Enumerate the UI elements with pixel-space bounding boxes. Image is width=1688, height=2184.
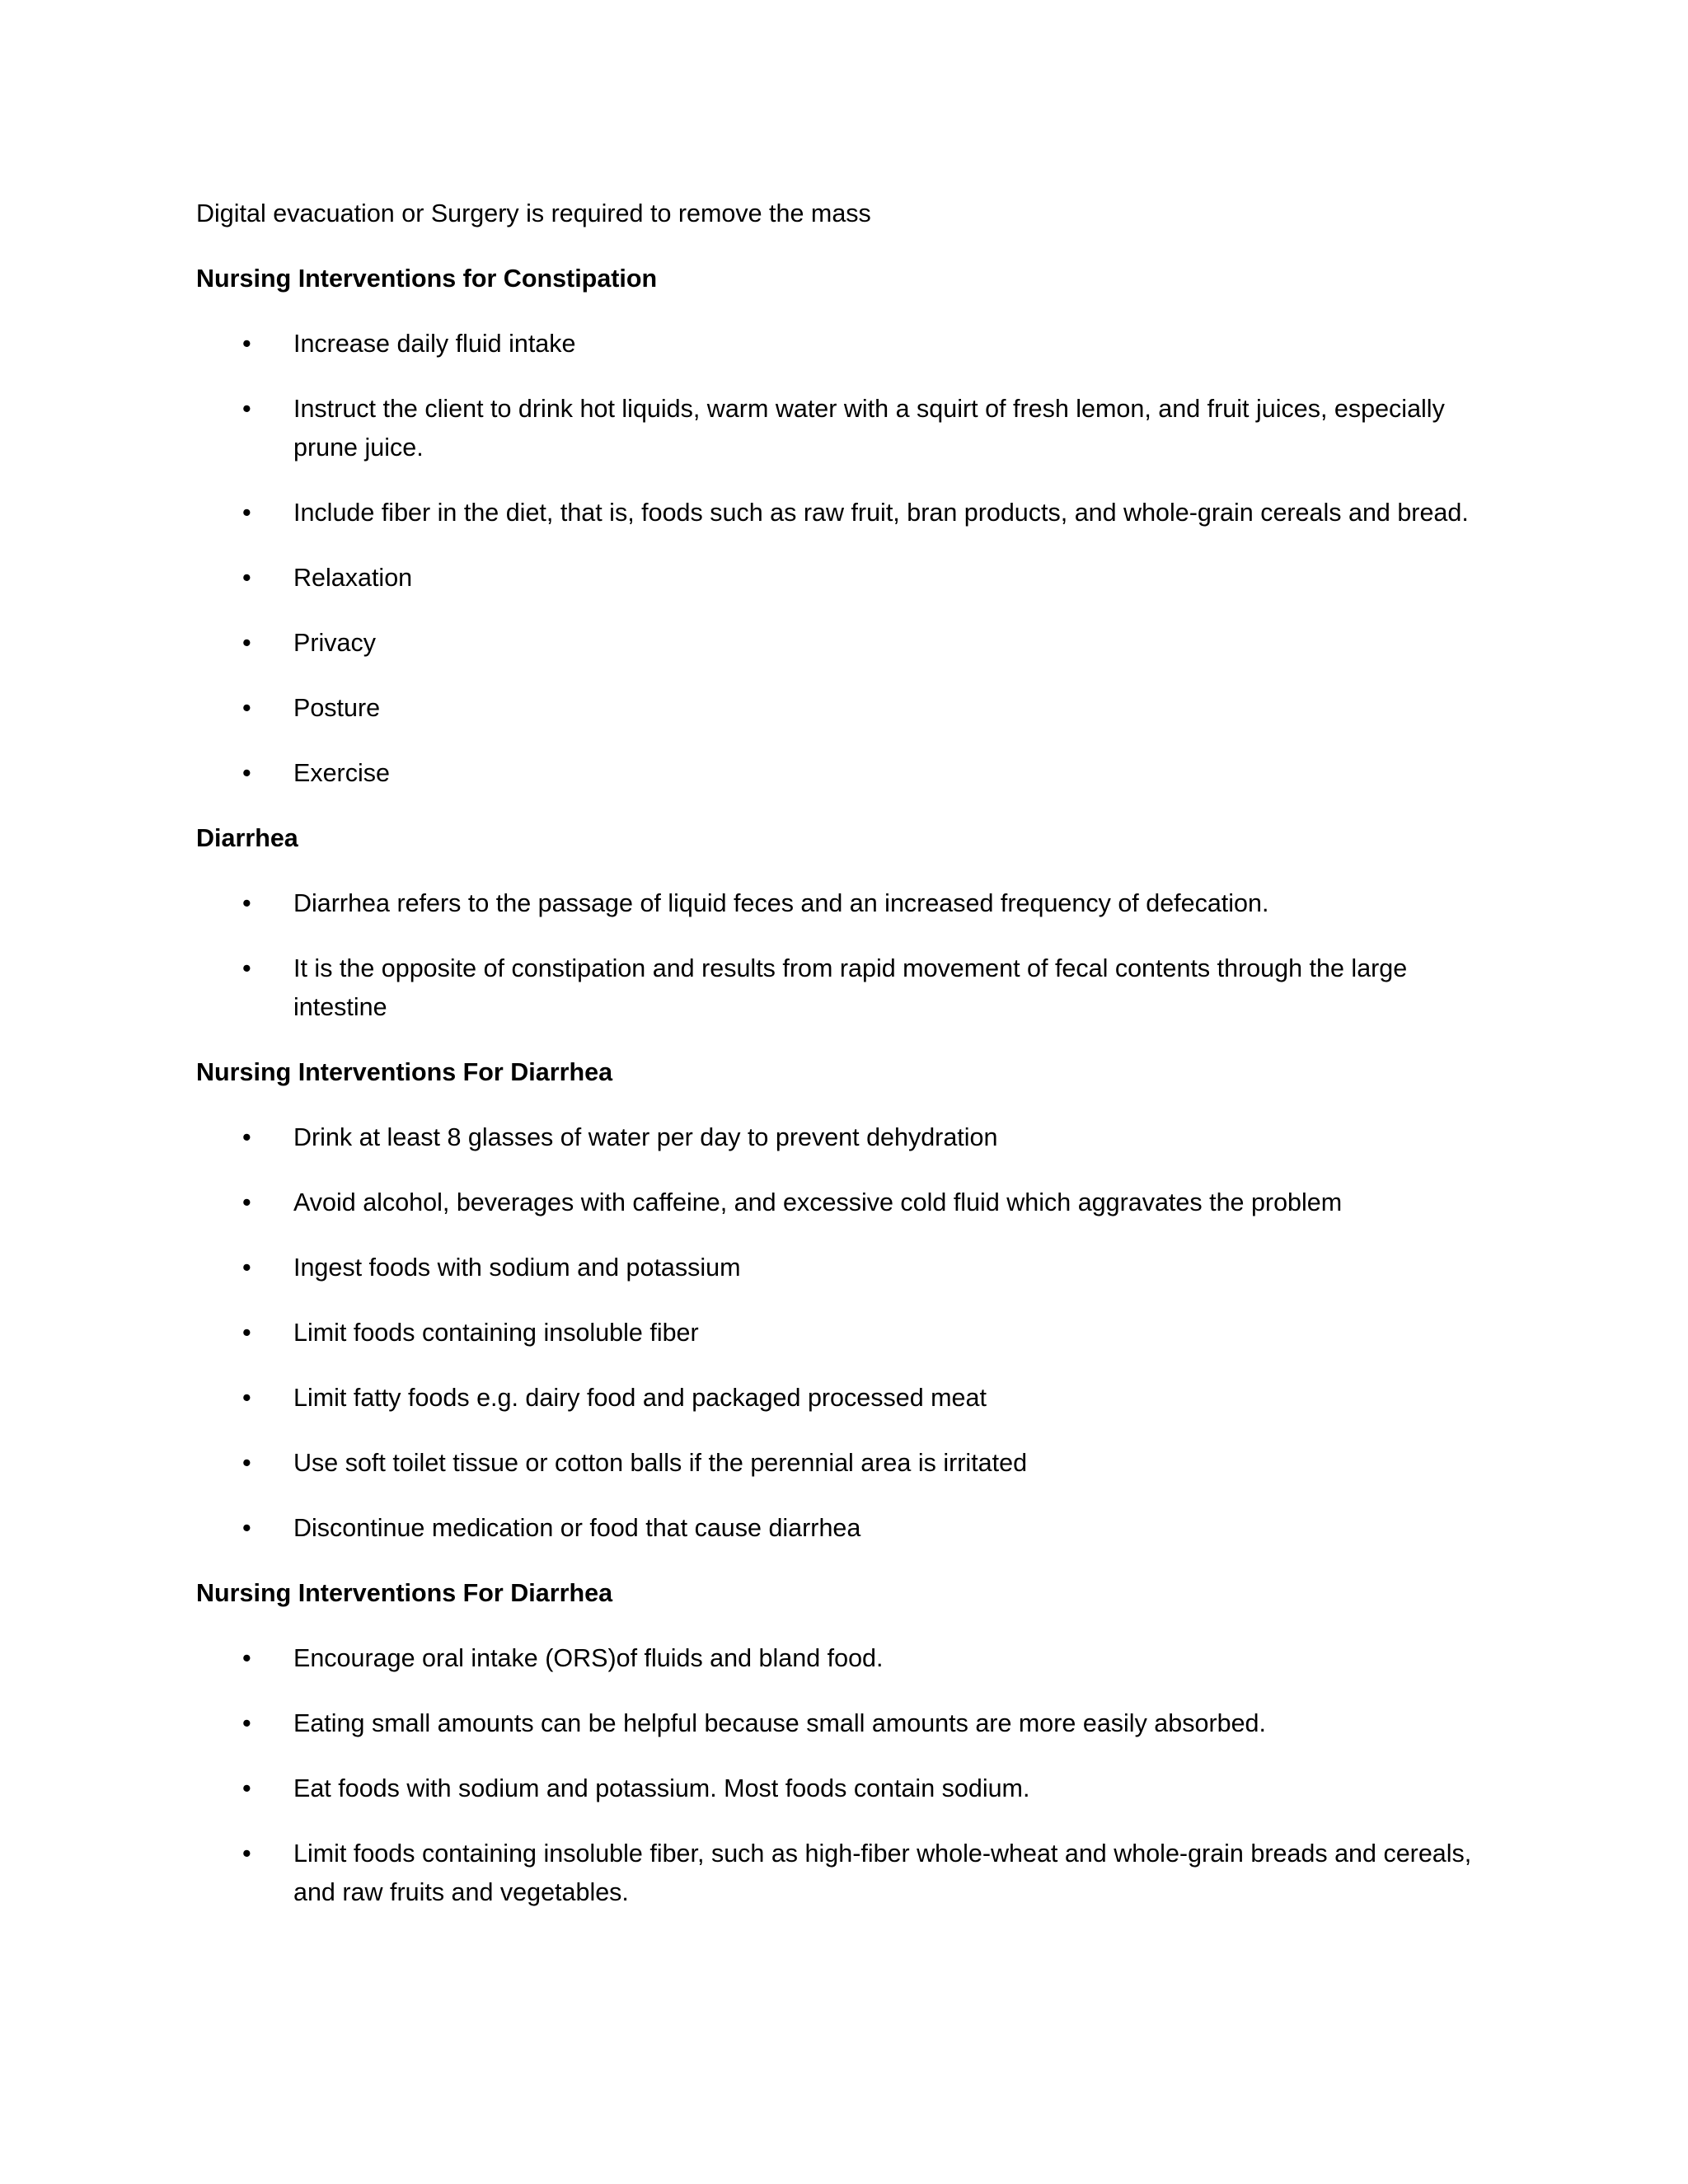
list-item bbox=[196, 559, 1498, 598]
list-item bbox=[196, 1379, 1498, 1418]
section-heading: Nursing Interventions For Diarrhea bbox=[196, 1579, 613, 1607]
bullet-icon: • bbox=[242, 1254, 251, 1282]
bullet-icon: • bbox=[242, 395, 251, 423]
list-item-text: Encourage oral intake (ORS)of fluids and bland food. bbox=[293, 1644, 884, 1672]
list-item bbox=[196, 1509, 1498, 1548]
list-item-text: Limit fatty foods e.g. dairy food and packaged processed meat bbox=[293, 1384, 987, 1412]
bullet-icon: • bbox=[242, 1774, 251, 1802]
bullet-icon: • bbox=[242, 954, 251, 982]
list-item bbox=[196, 494, 1498, 532]
list-item-text: Use soft toilet tissue or cotton balls if the perennial area is irritated bbox=[293, 1449, 1028, 1477]
bullet-list bbox=[196, 325, 1498, 793]
list-item-text: Exercise bbox=[293, 759, 390, 787]
list-item bbox=[196, 390, 1498, 467]
bullet-icon: • bbox=[242, 499, 251, 527]
section-diarrhea-interventions bbox=[196, 1053, 1498, 1548]
bullet-list bbox=[196, 1639, 1498, 1912]
list-item-text: It is the opposite of constipation and results from rapid movement of fecal contents through the large intestine bbox=[293, 954, 1408, 1021]
section-heading: Nursing Interventions for Constipation bbox=[196, 265, 658, 293]
list-item bbox=[196, 1639, 1498, 1678]
section-constipation-interventions bbox=[196, 260, 1498, 793]
section-heading: Diarrhea bbox=[196, 824, 298, 852]
list-item bbox=[196, 1183, 1498, 1222]
list-item-text: Include fiber in the diet, that is, foods such as raw fruit, bran products, and whole-grain cereals and bread. bbox=[293, 499, 1469, 527]
section-heading: Nursing Interventions For Diarrhea bbox=[196, 1058, 613, 1086]
list-item-text: Privacy bbox=[293, 629, 376, 657]
list-item bbox=[196, 1444, 1498, 1483]
list-item bbox=[196, 1835, 1498, 1912]
list-item bbox=[196, 949, 1498, 1027]
bullet-icon: • bbox=[242, 564, 251, 592]
list-item-text: Diarrhea refers to the passage of liquid feces and an increased frequency of defecation. bbox=[293, 889, 1269, 917]
document-body bbox=[196, 194, 1498, 1938]
bullet-icon: • bbox=[242, 1644, 251, 1672]
bullet-icon: • bbox=[242, 629, 251, 657]
list-item-text: Avoid alcohol, beverages with caffeine, and excessive cold fluid which aggravates the problem bbox=[293, 1188, 1343, 1216]
list-item-text: Limit foods containing insoluble fiber bbox=[293, 1319, 699, 1347]
list-item bbox=[196, 689, 1498, 728]
section-diarrhea bbox=[196, 819, 1498, 1027]
list-item-text: Limit foods containing insoluble fiber, such as high-fiber whole-wheat and whole-grain breads and cereals, and raw fruits and vegetables. bbox=[293, 1840, 1472, 1906]
bullet-icon: • bbox=[242, 1188, 251, 1216]
list-item bbox=[196, 1249, 1498, 1287]
list-item-text: Drink at least 8 glasses of water per day to prevent dehydration bbox=[293, 1123, 998, 1151]
intro-paragraph: Digital evacuation or Surgery is required to remove the mass bbox=[196, 199, 871, 227]
list-item-text: Posture bbox=[293, 694, 381, 722]
list-item-text: Discontinue medication or food that cause diarrhea bbox=[293, 1514, 861, 1542]
list-item bbox=[196, 624, 1498, 663]
bullet-icon: • bbox=[242, 1319, 251, 1347]
bullet-list bbox=[196, 884, 1498, 1027]
bullet-icon: • bbox=[242, 1709, 251, 1737]
list-item-text: Instruct the client to drink hot liquids, warm water with a squirt of fresh lemon, and fruit juices, especially prune juice. bbox=[293, 395, 1445, 462]
bullet-icon: • bbox=[242, 1384, 251, 1412]
list-item bbox=[196, 754, 1498, 793]
bullet-icon: • bbox=[242, 1840, 251, 1868]
bullet-icon: • bbox=[242, 1123, 251, 1151]
list-item bbox=[196, 1118, 1498, 1157]
list-item bbox=[196, 884, 1498, 923]
list-item-text: Eating small amounts can be helpful because small amounts are more easily absorbed. bbox=[293, 1709, 1266, 1737]
list-item bbox=[196, 1704, 1498, 1743]
list-item bbox=[196, 1769, 1498, 1808]
list-item bbox=[196, 325, 1498, 363]
section-diarrhea-interventions-continued bbox=[196, 1574, 1498, 1912]
bullet-icon: • bbox=[242, 1449, 251, 1477]
bullet-icon: • bbox=[242, 889, 251, 917]
list-item-text: Eat foods with sodium and potassium. Most foods contain sodium. bbox=[293, 1774, 1030, 1802]
bullet-list bbox=[196, 1118, 1498, 1548]
list-item-text: Relaxation bbox=[293, 564, 413, 592]
bullet-icon: • bbox=[242, 694, 251, 722]
list-item bbox=[196, 1314, 1498, 1352]
list-item-text: Increase daily fluid intake bbox=[293, 330, 576, 358]
bullet-icon: • bbox=[242, 1514, 251, 1542]
bullet-icon: • bbox=[242, 330, 251, 358]
list-item-text: Ingest foods with sodium and potassium bbox=[293, 1254, 741, 1282]
bullet-icon: • bbox=[242, 759, 251, 787]
